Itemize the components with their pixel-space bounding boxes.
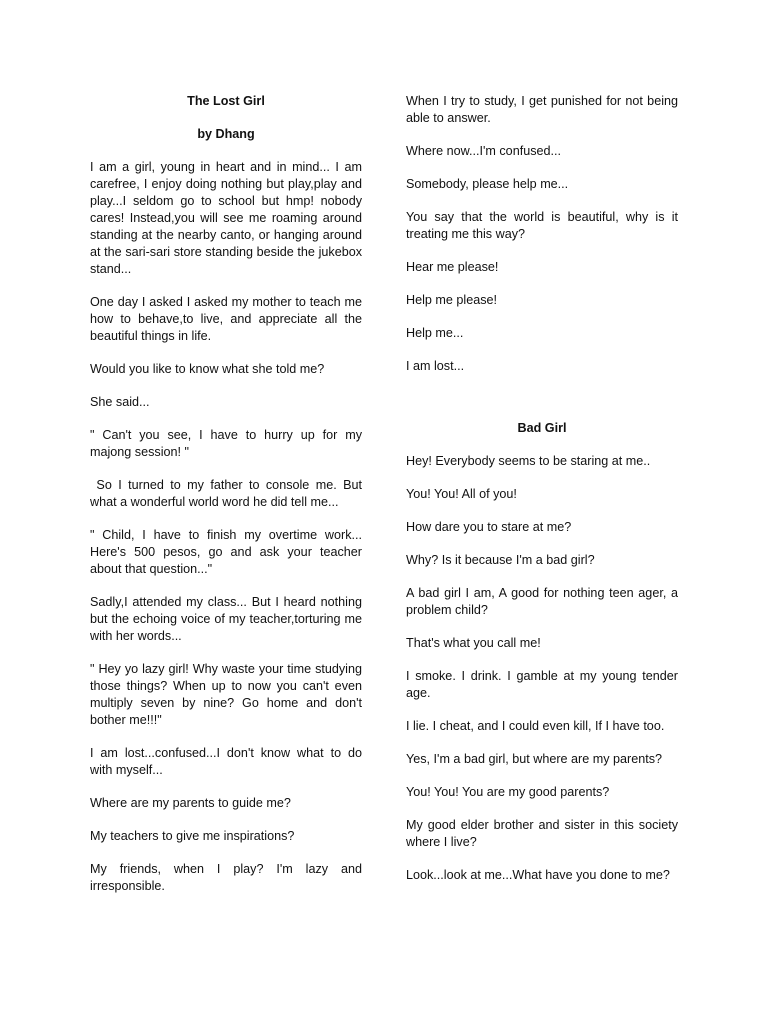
poem2-paragraph: I smoke. I drink. I gamble at my young tender age. xyxy=(406,669,678,700)
poem1-paragraph: Help me please! xyxy=(406,293,498,307)
poem1-paragraph: You say that the world is beautiful, why is it treating me this way? xyxy=(406,210,678,241)
poem1-paragraph: So I turned to my father to console me. But what a wonderful world word he did tell me... xyxy=(90,478,366,509)
poem1-paragraph: I am a girl, young in heart and in mind... I am carefree, I enjoy doing nothing but play,play and play...I seldom go to school but hmp! nobody cares! Instead,you will see me roaming around standing at the nearby canto, or hanging around at the sari-sari store standing beside the jukebox stand... xyxy=(90,160,362,276)
poem1-paragraph: Help me... xyxy=(406,326,464,340)
poem2-paragraph: My good elder brother and sister in this society where I live? xyxy=(406,818,678,849)
poem2-paragraph: I lie. I cheat, and I could even kill, If I have too. xyxy=(406,719,665,733)
poem1-paragraph: One day I asked I asked my mother to teach me how to behave,to live, and appreciate all the beautiful things in life. xyxy=(90,295,362,343)
poem1-paragraph: I am lost...confused...I don't know what to do with myself... xyxy=(90,746,362,777)
poem1-paragraph: Would you like to know what she told me? xyxy=(90,362,325,376)
poem2-paragraph: That's what you call me! xyxy=(406,636,541,650)
poem1-title: The Lost Girl xyxy=(187,94,265,108)
poem2-paragraph: You! You! All of you! xyxy=(406,487,517,501)
poem2-paragraph: You! You! You are my good parents? xyxy=(406,785,610,799)
right-column xyxy=(406,93,678,900)
section-spacer xyxy=(406,391,678,420)
poem1-paragraph: When I try to study, I get punished for not being able to answer. xyxy=(406,94,678,125)
poem1-paragraph: " Hey yo lazy girl! Why waste your time studying those things? When up to now you can't even multiply seven by nine? Go home and don't bother me!!!" xyxy=(90,662,362,727)
poem2-paragraph: Yes, I'm a bad girl, but where are my parents? xyxy=(406,752,663,766)
poem1-paragraph: Where are my parents to guide me? xyxy=(90,796,291,810)
poem2-paragraph: A bad girl I am, A good for nothing teen ager, a problem child? xyxy=(406,586,678,617)
poem1-paragraph: Hear me please! xyxy=(406,260,499,274)
left-column xyxy=(90,93,366,911)
poem2-paragraph: Look...look at me...What have you done to me? xyxy=(406,868,670,882)
poem1-paragraph: My friends, when I play? I'm lazy and irresponsible. xyxy=(90,862,362,893)
poem1-paragraph: Where now...I'm confused... xyxy=(406,144,561,158)
poem2-paragraph: How dare you to stare at me? xyxy=(406,520,572,534)
poem1-paragraph: I am lost... xyxy=(406,359,465,373)
poem2-paragraph: Hey! Everybody seems to be staring at me.. xyxy=(406,454,651,468)
poem2-paragraph: Why? Is it because I'm a bad girl? xyxy=(406,553,595,567)
poem1-paragraph: Somebody, please help me... xyxy=(406,177,569,191)
poem1-paragraph: " Can't you see, I have to hurry up for my majong session! " xyxy=(90,428,362,459)
poem2-title: Bad Girl xyxy=(517,421,567,435)
poem1-paragraph: My teachers to give me inspirations? xyxy=(90,829,295,843)
poem1-author: by Dhang xyxy=(197,127,255,141)
poem1-paragraph: " Child, I have to finish my overtime work... Here's 500 pesos, go and ask your teacher about that question..." xyxy=(90,528,362,576)
poem1-paragraph: Sadly,I attended my class... But I heard nothing but the echoing voice of my teacher,torturing me with her words... xyxy=(90,595,362,643)
poem1-paragraph: She said... xyxy=(90,395,150,409)
